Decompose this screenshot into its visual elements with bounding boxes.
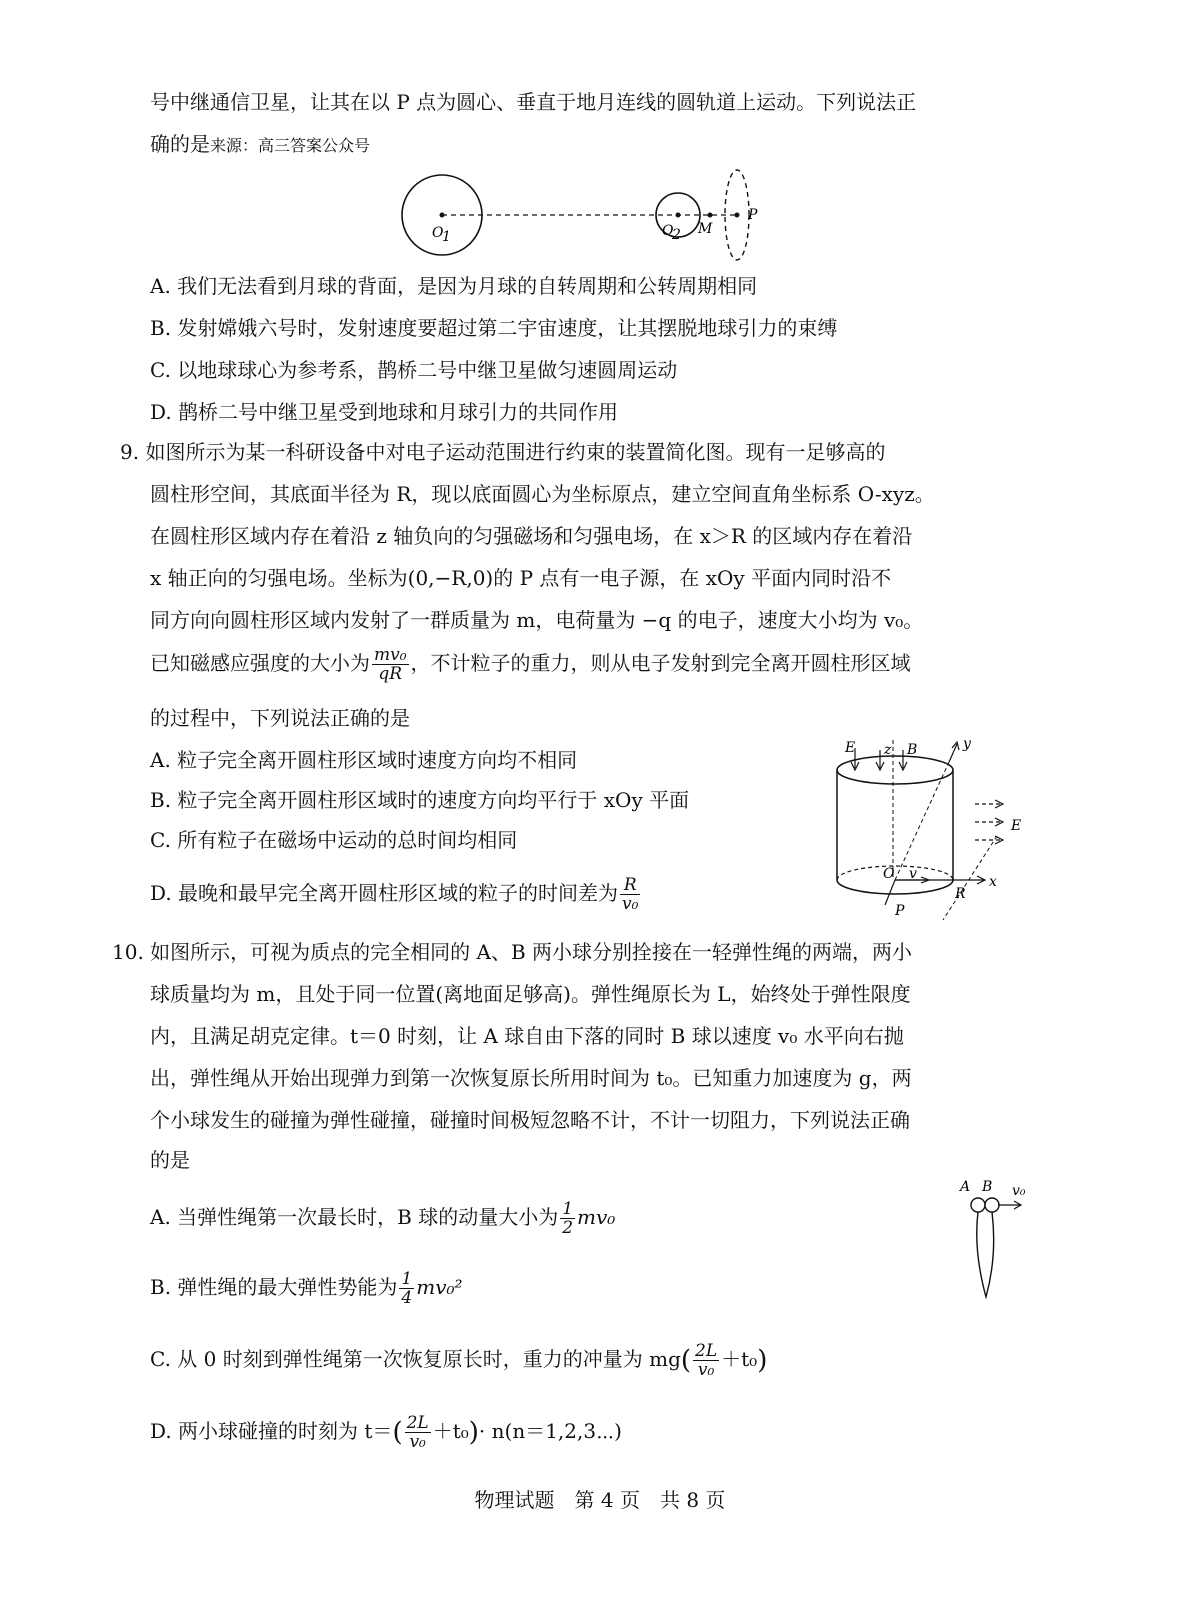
fig9-label-y: y bbox=[963, 740, 971, 752]
q8-option-c: C. 以地球球心为参考系，鹊桥二号中继卫星做匀速圆周运动 bbox=[150, 358, 678, 382]
q9-line-6-start: 已知磁感应强度的大小为 bbox=[150, 651, 370, 675]
q10-d-denominator: v₀ bbox=[409, 1432, 426, 1452]
elastic-rope bbox=[977, 1212, 994, 1297]
fig10-label-b: B bbox=[982, 1179, 993, 1195]
label-m: M bbox=[698, 221, 713, 237]
q9-d-fraction bbox=[620, 876, 640, 913]
q10-b-numerator: 1 bbox=[401, 1269, 413, 1289]
fig9-label-b: B bbox=[907, 742, 918, 758]
q9-line-7: 的过程中，下列说法正确的是 bbox=[150, 706, 410, 730]
cylinder-bottom-front bbox=[837, 880, 953, 894]
q8-option-a: A. 我们无法看到月球的背面，是因为月球的自转周期和公转周期相同 bbox=[150, 274, 758, 298]
q10-option-a-text: A. 当弹性绳第一次最长时，B 球的动量大小为 bbox=[150, 1205, 559, 1229]
q9-option-a: A. 粒子完全离开圆柱形区域时速度方向均不相同 bbox=[150, 748, 578, 772]
q9-line-4: x 轴正向的匀强电场。坐标为(0,−R,0)的 P 点有一电子源，在 xOy 平面内同时沿不 bbox=[150, 566, 892, 590]
q10-option-c-text: C. 从 0 时刻到弹性绳第一次恢复原长时，重力的冲量为 mg bbox=[150, 1347, 681, 1371]
q10-a-denominator: 2 bbox=[562, 1218, 574, 1238]
q10-option-b bbox=[150, 1270, 463, 1307]
label-o2-sub: 2 bbox=[672, 227, 681, 243]
q9-line-5: 同方向向圆柱形区域内发射了一群质量为 m，电荷量为 −q 的电子，速度大小均为 v₀。 bbox=[150, 608, 924, 632]
fig9-label-x: x bbox=[989, 874, 997, 890]
q9-d-numerator: R bbox=[620, 876, 640, 895]
q9-option-c: C. 所有粒子在磁场中运动的总时间均相同 bbox=[150, 828, 518, 852]
q10-line-3: 内，且满足胡克定律。t＝0 时刻，让 A 球自由下落的同时 B 球以速度 v₀ 水平向右抛 bbox=[150, 1024, 904, 1048]
q10-option-b-text: B. 弹性绳的最大弹性势能为 bbox=[150, 1275, 398, 1299]
fig9-label-p: P bbox=[895, 903, 905, 919]
q9-line-6 bbox=[150, 646, 911, 683]
fig10-label-v0: v₀ bbox=[1012, 1183, 1026, 1199]
page-footer: 物理试题 第 4 页 共 8 页 bbox=[474, 1488, 726, 1512]
q8-option-d: D. 鹊桥二号中继卫星受到地球和月球引力的共同作用 bbox=[150, 400, 619, 424]
q10-a-fraction bbox=[560, 1200, 575, 1237]
cylinder-figure bbox=[825, 740, 1045, 930]
q9-option-d-text: D. 最晚和最早完全离开圆柱形区域的粒子的时间差为 bbox=[150, 881, 619, 905]
q9-b-denominator: qR bbox=[378, 664, 403, 684]
q10-option-d: D. 两小球碰撞的时刻为 t＝( $\frac{2L}{\text{v₀}}$ ＋t₀)· n(n＝1,2,3⋯) bbox=[150, 1413, 622, 1452]
fig9-label-r: R bbox=[955, 886, 966, 902]
q10-option-d-text: D. 两小球碰撞的时刻为 t＝ bbox=[150, 1419, 393, 1443]
q10-line-6: 的是 bbox=[150, 1148, 190, 1172]
fig9-label-e-top: E bbox=[845, 740, 856, 756]
label-o2: O bbox=[662, 223, 674, 239]
balls-rope-figure bbox=[950, 1175, 1050, 1305]
q10-option-d-tail: ＋t₀ bbox=[432, 1419, 469, 1443]
q10-option-c-tail: ＋t₀ bbox=[721, 1347, 758, 1371]
q10-option-a bbox=[150, 1200, 615, 1237]
q10-option-c: C. 从 0 时刻到弹性绳第一次恢复原长时，重力的冲量为 mg( $\frac{2L}{\text{v₀}}$ ＋t₀) bbox=[150, 1341, 768, 1380]
q10-c-denominator: v₀ bbox=[697, 1360, 715, 1380]
intro-line-1: 号中继通信卫星，让其在以 P 点为圆心、垂直于地月连线的圆轨道上运动。下列说法正 bbox=[150, 90, 917, 114]
q10-c-fraction bbox=[693, 1342, 719, 1379]
q9-line-6-end: ，不计粒子的重力，则从电子发射到完全离开圆柱形区域 bbox=[410, 651, 911, 675]
ball-a bbox=[971, 1198, 985, 1212]
q10-line-4: 出，弹性绳从开始出现弹力到第一次恢复原长所用时间为 t₀。已知重力加速度为 g，两 bbox=[150, 1066, 912, 1090]
q9-d-denominator: v₀ bbox=[622, 894, 639, 914]
q10-line-2: 球质量均为 m，且处于同一位置(离地面足够高)。弹性绳原长为 L，始终处于弹性限度 bbox=[150, 982, 911, 1006]
q10-line-1: 10. 如图所示，可视为质点的完全相同的 A、B 两小球分别拴接在一轻弹性绳的两端，两小 bbox=[112, 940, 913, 964]
label-o1: O bbox=[432, 225, 444, 241]
earth-moon-figure bbox=[390, 165, 790, 275]
label-p: P bbox=[748, 207, 758, 223]
fig9-label-o: O bbox=[883, 866, 895, 882]
q10-d-numerator: 2L bbox=[406, 1413, 429, 1433]
q9-option-d bbox=[150, 876, 642, 913]
q10-d-fraction bbox=[405, 1414, 431, 1451]
q9-b-numerator: mv₀ bbox=[374, 645, 407, 665]
intro-line-2 bbox=[150, 130, 370, 158]
q10-option-a-tail: mv₀ bbox=[577, 1205, 616, 1229]
q9-b-fraction bbox=[372, 646, 409, 683]
q10-option-d-end: · n(n＝1,2,3⋯) bbox=[478, 1419, 622, 1443]
q8-option-b: B. 发射嫦娥六号时，发射速度要超过第二宇宙速度，让其摆脱地球引力的束缚 bbox=[150, 316, 838, 340]
q10-c-numerator: 2L bbox=[695, 1341, 718, 1361]
ball-b bbox=[985, 1198, 999, 1212]
q10-b-fraction bbox=[399, 1270, 414, 1307]
fig10-label-a: A bbox=[960, 1179, 971, 1195]
label-o1-sub: 1 bbox=[442, 229, 451, 245]
q9-option-b: B. 粒子完全离开圆柱形区域时的速度方向均平行于 xOy 平面 bbox=[150, 788, 690, 812]
q10-option-b-tail: mv₀² bbox=[416, 1275, 463, 1299]
source-note: 来源：高三答案公众号 bbox=[210, 136, 371, 155]
q10-a-numerator: 1 bbox=[562, 1199, 574, 1219]
q10-b-denominator: 4 bbox=[401, 1288, 413, 1308]
cylinder-bottom-back bbox=[837, 866, 953, 880]
q10-line-5: 个小球发生的碰撞为弹性碰撞，碰撞时间极短忽略不计，不计一切阻力，下列说法正确 bbox=[150, 1108, 910, 1132]
fig9-label-z: z bbox=[884, 742, 892, 758]
intro-line-2-text: 确的是 bbox=[150, 132, 210, 156]
q9-line-2: 圆柱形空间，其底面半径为 R，现以底面圆心为坐标原点，建立空间直角坐标系 O-xyz。 bbox=[150, 482, 935, 506]
q9-line-1: 9. 如图所示为某一科研设备中对电子运动范围进行约束的装置简化图。现有一足够高的 bbox=[120, 440, 886, 464]
fig9-label-v: v bbox=[909, 866, 917, 882]
fig9-label-e-right: E bbox=[1011, 818, 1022, 834]
q9-line-3: 在圆柱形区域内存在着沿 z 轴负向的匀强磁场和匀强电场，在 x＞R 的区域内存在着沿 bbox=[150, 524, 913, 548]
